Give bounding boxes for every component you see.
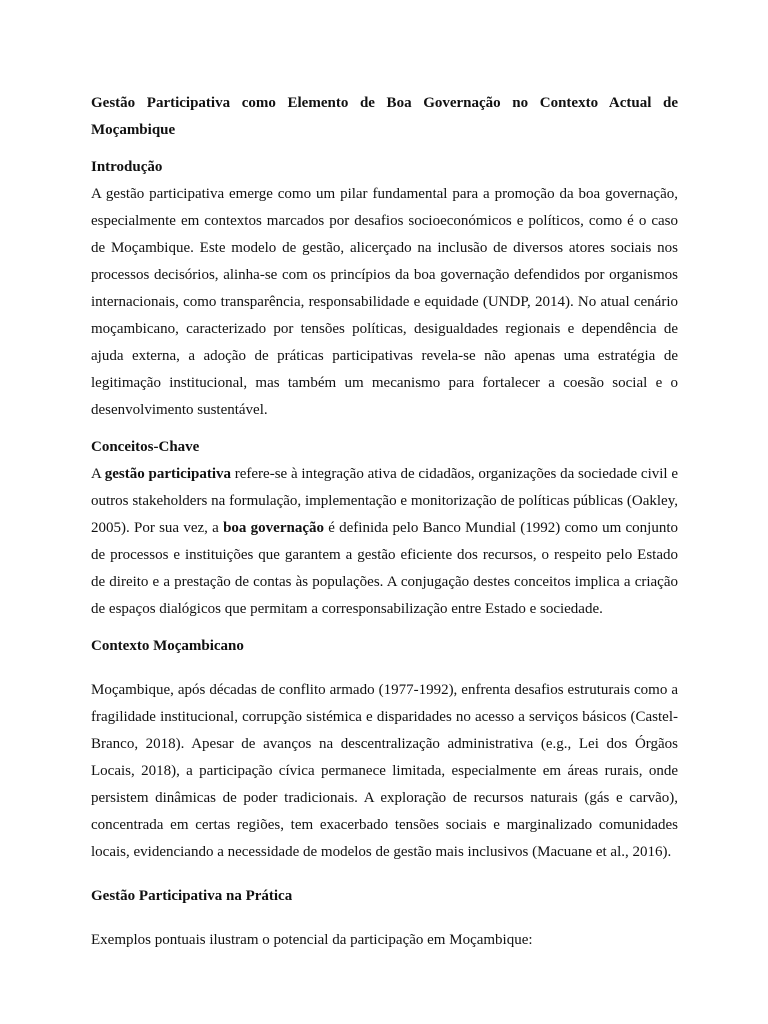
paragraph-introducao: A gestão participativa emerge como um pilar fundamental para a promoção da boa governação, especialmente em contextos marcados por desafios socioeconómicos e políticos, como é o caso de Moçambique. Este modelo de gestão, alicerçado na inclusão de diversos atores sociais nos processos decisórios, alinha-se com os princípios da boa governação defendidos por organismos internacionais, como transparência, responsabilidade e equidade (UNDP, 2014). No atual cenário moçambicano, caracterizado por tensões políticas, desigualdades regionais e dependência de ajuda externa, a adoção de práticas participativas revela-se não apenas uma estratégia de legitimação institucional, mas também um mecanismo para fortalecer a coesão social e o desenvolvimento sustentável. xyxy=(91,186,678,418)
paragraph-conceitos-part3: é definida pelo Banco Mundial (1992) como um conjunto de processos e instituições que garantem a gestão eficiente dos recursos, o respeito pelo Estado de direito e a prestação de contas às populações. A conjugação destes conceitos implica a criação de espaços dialógicos que permitam a corresponsabilização entre Estado e sociedade. xyxy=(91,520,678,617)
section-heading-pratica: Gestão Participativa na Prática xyxy=(91,888,293,904)
paragraph-conceitos-part1: A xyxy=(91,466,105,482)
document-title: Gestão Participativa como Elemento de Boa Governação no Contexto Actual de Moçambique xyxy=(91,95,678,138)
paragraph-conceitos-part2: refere-se à integração ativa de cidadãos, organizações da sociedade civil e outros stakeholders na formulação, implementação e monitorização de políticas públicas (Oakley, 2005). Por sua vez, a xyxy=(91,466,678,536)
paragraph-pratica: Exemplos pontuais ilustram o potencial da participação em Moçambique: xyxy=(91,932,533,948)
term-boa-governacao: boa governação xyxy=(223,520,324,536)
section-heading-conceitos: Conceitos-Chave xyxy=(91,439,200,455)
document-body xyxy=(91,90,678,954)
term-gestao-participativa: gestão participativa xyxy=(104,466,231,482)
paragraph-contexto: Moçambique, após décadas de conflito armado (1977-1992), enfrenta desafios estruturais como a fragilidade institucional, corrupção sistémica e disparidades no acesso a serviços básicos (Castel-Branco, 2018). Apesar de avanços na descentralização administrativa (e.g., Lei dos Órgãos Locais, 2018), a participação cívica permanece limitada, especialmente em áreas rurais, onde persistem dinâmicas de poder tradicionais. A exploração de recursos naturais (gás e carvão), concentrada em certas regiões, tem exacerbado tensões sociais e marginalizado comunidades locais, evidenciando a necessidade de modelos de gestão mais inclusivos (Macuane et al., 2016). xyxy=(91,682,678,860)
paragraph-conceitos xyxy=(91,461,678,623)
section-heading-introducao: Introdução xyxy=(91,159,163,175)
section-heading-contexto: Contexto Moçambicano xyxy=(91,638,244,654)
